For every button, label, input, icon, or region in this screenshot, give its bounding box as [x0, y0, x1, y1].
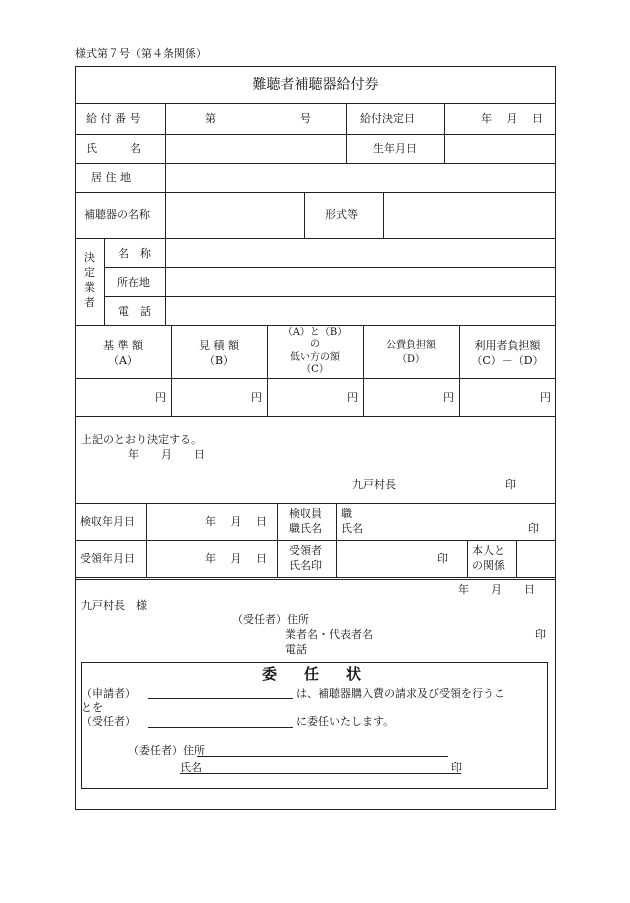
- rule: [75, 540, 556, 541]
- rule: [104, 296, 556, 297]
- label-kenshu-bi: 検収年月日: [80, 515, 135, 528]
- label-seinengappi: 生年月日: [373, 142, 417, 155]
- label-keishiki: 形式等: [325, 208, 358, 221]
- rule: [75, 103, 556, 104]
- yen-hikaku: 円: [347, 391, 358, 404]
- label-shoku: 職: [341, 507, 352, 520]
- underline-ininsha-address: [197, 756, 448, 757]
- label-shimei: 氏 名: [86, 142, 141, 155]
- label-ininsha: （委任者）住所: [128, 744, 205, 757]
- label-g-denwa: 電 話: [118, 305, 151, 318]
- form-number: 様式第７号（第４条関係）: [75, 47, 207, 60]
- label-go: 号: [300, 112, 311, 125]
- label-juninsha2: （受任者）: [81, 715, 136, 728]
- date-juryo: 年 月 日: [205, 552, 267, 565]
- rule: [467, 540, 468, 577]
- delegation-line2-tail: に委任いたします。: [296, 715, 395, 728]
- rule: [459, 325, 460, 416]
- kenshu-seal: 印: [528, 522, 539, 535]
- rule: [104, 238, 105, 325]
- decision-date: 年 月 日: [128, 448, 205, 461]
- yen-mitsumori: 円: [251, 391, 262, 404]
- rule: [336, 503, 337, 577]
- rule: [304, 192, 305, 238]
- delegation-line1-wrap: とを: [81, 701, 103, 714]
- rule: [75, 134, 556, 135]
- rule: [75, 238, 556, 239]
- underline-ininsha-name: [180, 773, 461, 774]
- rule: [75, 163, 556, 164]
- rule: [516, 540, 517, 577]
- rule: [363, 325, 364, 416]
- delegation-box-title: 委 任 状: [261, 665, 367, 683]
- header-mitsumori: 見 積 額: [199, 339, 239, 352]
- delegation-juninsha: （受任者）住所: [232, 613, 309, 626]
- delegation-gyoshamei: 業者名・代表者名: [285, 628, 373, 641]
- yen-kohi: 円: [443, 391, 454, 404]
- label-shinseisha: （申請者）: [81, 687, 136, 700]
- rule: [383, 192, 384, 238]
- delegation-addressee: 九戸村長 様: [81, 599, 147, 612]
- date-kettei: 年 月 日: [481, 112, 543, 125]
- rule: [165, 103, 166, 238]
- label-juryosha-2: 氏名印: [289, 559, 322, 572]
- header-hikaku-3: 低い方の額: [290, 352, 340, 363]
- form-title: 難聴者補聴器給付券: [252, 77, 379, 93]
- rule: [75, 378, 556, 379]
- label-kenshu-shimei: 氏名: [341, 522, 363, 535]
- decision-seal: 印: [505, 478, 516, 491]
- rule: [171, 325, 172, 416]
- label-juryo-bi: 受領年月日: [80, 552, 135, 565]
- label-gyosha: 決定業者: [84, 251, 95, 309]
- underline-juninsha: [148, 727, 293, 728]
- header-hikaku-2: の: [310, 339, 320, 350]
- label-kankei-1: 本人と: [472, 544, 505, 557]
- label-g-shozaichi: 所在地: [117, 276, 150, 289]
- rule: [75, 503, 556, 504]
- header-kijun-sub: （A）: [108, 354, 138, 367]
- header-kohi-sub: （D）: [396, 354, 426, 365]
- delegation-seal: 印: [535, 628, 546, 641]
- rule: [75, 416, 556, 417]
- ininsha-seal: 印: [451, 761, 462, 774]
- yen-kijun: 円: [155, 391, 166, 404]
- rule: [444, 103, 445, 163]
- rule: [75, 192, 556, 193]
- header-kijun: 基 準 額: [103, 339, 143, 352]
- decision-mayor: 九戸村長: [352, 478, 396, 491]
- juryo-seal: 印: [437, 552, 448, 565]
- yen-riyosha: 円: [540, 391, 551, 404]
- header-kohi: 公費負担額: [386, 340, 436, 351]
- delegation-denwa: 電話: [285, 643, 307, 656]
- rule: [75, 579, 556, 580]
- header-hikaku-4: （C）: [301, 364, 329, 375]
- label-kankei-2: の関係: [472, 559, 505, 572]
- decision-text: 上記のとおり決定する。: [81, 433, 202, 446]
- rule: [104, 267, 556, 268]
- delegation-line1-tail: は、補聴器購入費の請求及び受領を行うこ: [296, 687, 505, 700]
- header-mitsumori-sub: （B）: [203, 354, 235, 367]
- label-kyufu-bango: 給 付 番 号: [86, 112, 141, 125]
- delegation-date: 年 月 日: [458, 583, 535, 596]
- label-juryosha-1: 受領者: [289, 544, 322, 557]
- rule: [165, 238, 166, 325]
- label-kyojuchi: 居 住 地: [91, 171, 131, 184]
- label-kettei-bi: 給付決定日: [360, 112, 415, 125]
- label-g-meisho: 名 称: [118, 247, 151, 260]
- label-kenshuin-2: 職氏名: [289, 522, 322, 535]
- header-hikaku-1: （A）と（B）: [282, 327, 348, 338]
- header-riyosha-sub: （C）－（D）: [471, 354, 544, 367]
- rule: [75, 577, 556, 578]
- rule: [277, 503, 278, 577]
- header-riyosha: 利用者負担額: [474, 339, 541, 352]
- underline-shinseisha: [148, 698, 293, 699]
- rule: [146, 503, 147, 577]
- rule: [75, 325, 556, 326]
- label-ininsha-shimei: 氏名: [180, 761, 202, 774]
- label-kenshuin-1: 検収員: [289, 507, 322, 520]
- label-dai: 第: [205, 112, 216, 125]
- date-kenshu: 年 月 日: [205, 515, 267, 528]
- label-meisho: 補聴器の名称: [84, 208, 150, 221]
- rule: [346, 103, 347, 163]
